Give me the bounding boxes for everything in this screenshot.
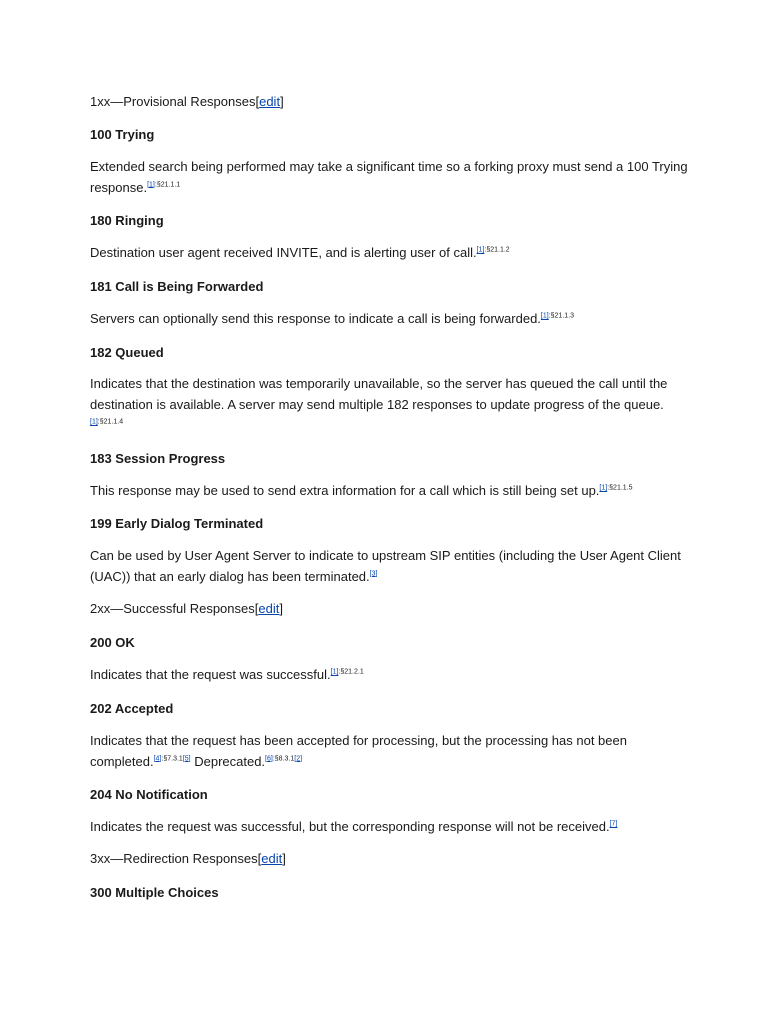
reference-link[interactable]: [1] <box>90 418 98 426</box>
description-182: Indicates that the destination was temporarily unavailable, so the server has queued the call until the destination is available. A server may send multiple 182 responses to update progress of the queue.$^{[1]:\S 21.1.4}$ <box>90 376 668 426</box>
heading-202: 202 Accepted <box>90 701 174 716</box>
reference-link[interactable]: [2] <box>294 755 303 763</box>
description-181: Servers can optionally send this response to indicate a call is being forwarded.$^{[1]:\S 21.1.3}$ <box>90 311 575 326</box>
reference-link[interactable]: [1] <box>599 484 608 492</box>
heading-300: 300 Multiple Choices <box>90 885 219 900</box>
reference-link[interactable]: [3] <box>369 570 378 578</box>
reference-link[interactable]: [5] <box>182 755 191 763</box>
citation-202-b: [6]:§8.3.1[2] <box>265 755 303 763</box>
citation-199 <box>370 570 378 577</box>
citation-183: [1]:§21.1.5 <box>599 484 633 492</box>
description-204: Indicates the request was successful, but the corresponding response will not be received.[7] <box>90 819 618 834</box>
description-180: Destination user agent received INVITE, and is alerting user of call.$^{[1]:\S 21.1.2}$ <box>90 245 510 260</box>
citation-180: [1]:§21.1.2 <box>476 246 510 254</box>
heading-100: 100 Trying <box>90 127 155 142</box>
citation-202-a: [4]:§7.3.1[5] <box>153 755 191 763</box>
citation-181: [1]:§21.1.3 <box>540 312 575 320</box>
description-183: This response may be used to send extra information for a call which is still being set up.$^{[1]:\S 21.1.5}$ <box>90 483 633 498</box>
citation-200: [1]:§21.2.1 <box>330 668 364 676</box>
citation-182: [1]:§21.1.4 <box>90 418 124 426</box>
heading-180: 180 Ringing <box>90 213 164 228</box>
section-heading-2xx: 2xx—Successful Responses[edit] <box>90 601 283 616</box>
heading-204: 204 No Notification <box>90 787 208 802</box>
edit-link-3xx[interactable]: edit <box>261 851 283 866</box>
heading-181: 181 Call is Being Forwarded <box>90 279 264 294</box>
reference-link[interactable]: [7] <box>609 820 618 828</box>
description-202: Indicates that the request has been accepted for processing, but the processing has not been completed.[4]:§7.3.1[5] Deprecated.[6]:§8.3.1[2] <box>90 733 627 769</box>
heading-182: 182 Queued <box>90 345 164 360</box>
heading-199: 199 Early Dialog Terminated <box>90 516 264 531</box>
section-title: 3xx—Redirection Responses <box>90 851 258 866</box>
reference-link[interactable]: [1] <box>147 181 155 189</box>
reference-link[interactable]: [1] <box>540 312 549 320</box>
heading-183: 183 Session Progress <box>90 451 226 466</box>
description-200: Indicates that the request was successful.$^{[1]:\S 21.2.1}$ <box>90 667 364 682</box>
reference-link[interactable]: [6] <box>265 755 273 763</box>
reference-link[interactable]: [4] <box>153 755 162 763</box>
edit-link-1xx[interactable]: edit <box>259 94 281 109</box>
section-heading-3xx: 3xx—Redirection Responses[edit] <box>90 851 286 866</box>
description-100: Extended search being performed may take a significant time so a forking proxy must send a 100 Trying response.$^{[1]:\S 21.1.1}$ <box>90 159 688 195</box>
section-title: 2xx—Successful Responses <box>90 601 255 616</box>
section-title: 1xx—Provisional Responses <box>90 94 256 109</box>
reference-link[interactable]: [1] <box>476 246 485 254</box>
edit-link-2xx[interactable]: edit <box>258 601 280 616</box>
reference-link[interactable]: [1] <box>330 668 339 676</box>
citation-100: [1]:§21.1.1 <box>147 181 181 189</box>
description-199: Can be used by User Agent Server to indicate to upstream SIP entities (including the User Agent Client (UAC)) that an early dialog has been terminated.[3] <box>90 548 681 584</box>
section-heading-1xx: 1xx—Provisional Responses[edit] <box>90 94 284 109</box>
citation-204 <box>610 821 618 828</box>
heading-200: 200 OK <box>90 635 135 650</box>
